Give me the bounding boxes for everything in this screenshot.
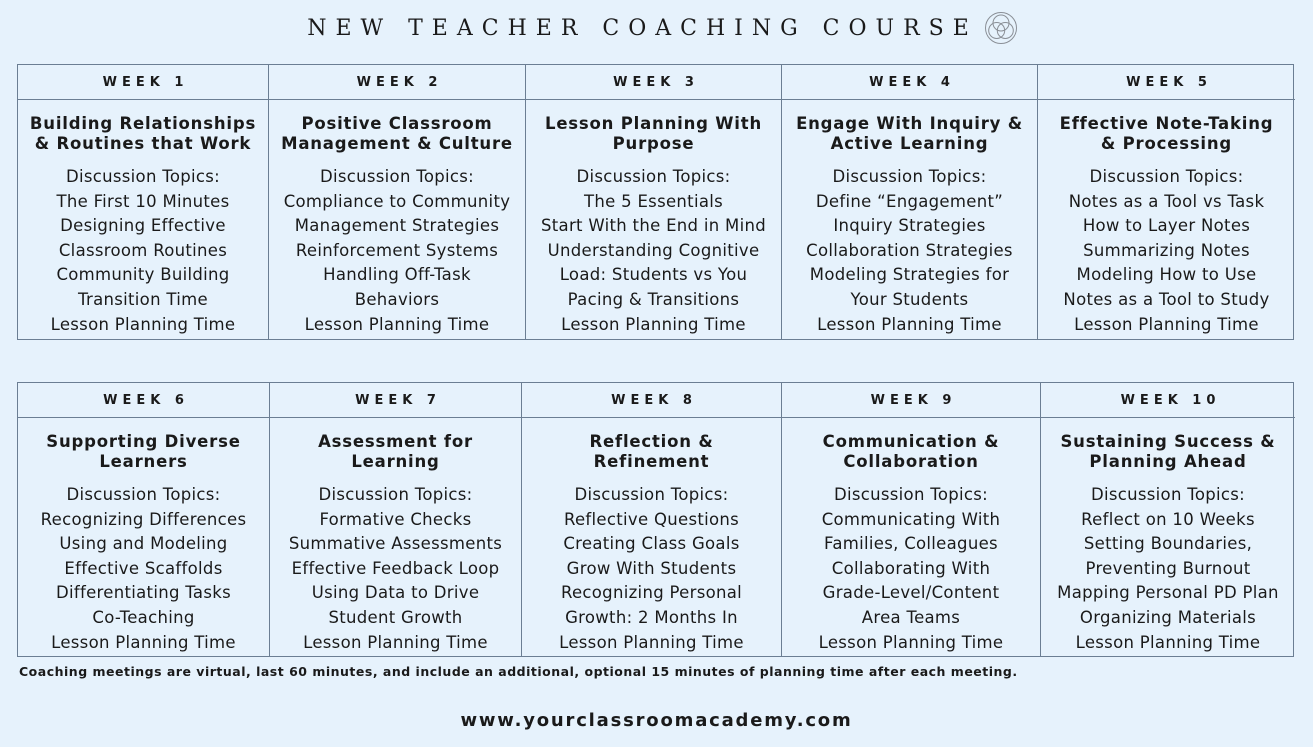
topic-item: Grade-Level/Content <box>822 583 1000 603</box>
topic-item: Compliance to Community <box>283 191 511 211</box>
footnote: Coaching meetings are virtual, last 60 minutes, and include an additional, optional 15 minutes of planning time after each meeting. <box>19 664 1018 679</box>
topic-item: Setting Boundaries, <box>1083 534 1253 554</box>
topics-heading: Discussion Topics: <box>318 485 473 504</box>
topic-item: Notes as a Tool to Study <box>1063 289 1270 309</box>
topic-item: Define “Engagement” <box>815 191 1004 211</box>
topic-list <box>526 165 781 337</box>
topic-item: Start With the End in Mind <box>540 216 767 236</box>
topic-item: Pacing & Transitions <box>567 289 740 309</box>
week-column <box>782 65 1038 339</box>
weeks-grid-top <box>17 64 1294 340</box>
week-title: Communication & Collaboration <box>822 432 1000 471</box>
week-content <box>18 100 268 339</box>
topic-item: Organizing Materials <box>1079 607 1257 627</box>
week-title: Lesson Planning With Purpose <box>545 114 762 153</box>
topic-item: Using and Modeling <box>59 534 228 554</box>
week-content <box>18 418 269 656</box>
week-column <box>18 65 269 339</box>
topic-item: Recognizing Differences <box>40 509 247 529</box>
topic-item: Summative Assessments <box>288 534 503 554</box>
topic-item: Grow With Students <box>566 558 737 578</box>
week-content <box>782 418 1040 656</box>
topic-item: Lesson Planning Time <box>559 632 744 652</box>
page-header <box>0 8 1313 48</box>
week-title: Building Relationships & Routines that Work <box>29 114 257 153</box>
topics-heading: Discussion Topics: <box>576 167 731 186</box>
topic-item: Summarizing Notes <box>1083 240 1250 260</box>
topic-item: Growth: 2 Months In <box>565 607 738 627</box>
topic-item: The 5 Essentials <box>583 191 724 211</box>
topics-heading: Discussion Topics: <box>832 167 987 186</box>
topics-heading: Discussion Topics: <box>319 167 475 186</box>
week-column <box>526 65 782 339</box>
week-column <box>18 383 270 656</box>
topic-item: Mapping Personal PD Plan <box>1057 583 1279 603</box>
week-label: WEEK 9 <box>782 383 1040 418</box>
week-label: WEEK 4 <box>782 65 1037 100</box>
week-content <box>526 100 781 339</box>
topic-item: Effective Scaffolds <box>64 558 223 578</box>
week-column <box>269 65 526 339</box>
topic-list <box>18 483 269 655</box>
week-title: Reflection & Refinement <box>589 432 714 471</box>
week-column <box>1041 383 1295 656</box>
topic-item: Classroom Routines <box>58 240 228 260</box>
topic-item: Modeling Strategies for <box>809 265 1010 285</box>
week-title: Effective Note-Taking & Processing <box>1059 114 1274 153</box>
topic-item: Notes as a Tool vs Task <box>1068 191 1265 211</box>
topic-item: Transition Time <box>78 289 208 309</box>
topic-item: Lesson Planning Time <box>303 632 488 652</box>
topics-heading: Discussion Topics: <box>1089 167 1244 186</box>
topic-item: Families, Colleagues <box>824 534 998 554</box>
topic-item: Management Strategies <box>294 216 500 236</box>
week-title: Sustaining Success & Planning Ahead <box>1060 432 1276 471</box>
topics-heading: Discussion Topics: <box>66 485 221 504</box>
topic-item: Community Building <box>56 265 230 285</box>
topic-item: Your Students <box>850 289 969 309</box>
week-column <box>782 383 1041 656</box>
topic-item: Preventing Burnout <box>1085 558 1251 578</box>
topic-list <box>1041 483 1295 655</box>
topic-item: The First 10 Minutes <box>56 191 230 211</box>
topic-item: Effective Feedback Loop <box>291 558 500 578</box>
week-content <box>1041 418 1295 656</box>
topics-heading: Discussion Topics: <box>833 485 989 504</box>
topic-item: Creating Class Goals <box>563 534 740 554</box>
topic-item: Using Data to Drive <box>311 583 480 603</box>
topic-item: Lesson Planning Time <box>304 314 490 334</box>
topic-list <box>782 165 1037 337</box>
week-label: WEEK 6 <box>18 383 269 418</box>
week-content <box>269 100 525 339</box>
weeks-grid-bottom <box>17 382 1294 657</box>
week-label: WEEK 8 <box>522 383 781 418</box>
week-content <box>1038 100 1295 339</box>
topic-item: Co-Teaching <box>92 607 195 627</box>
week-title: Positive Classroom Management & Culture <box>281 114 513 153</box>
topic-list <box>18 165 268 337</box>
week-column <box>522 383 782 656</box>
topic-item: Area Teams <box>861 607 961 627</box>
week-label: WEEK 2 <box>269 65 525 100</box>
topic-item: Lesson Planning Time <box>561 314 746 334</box>
topic-item: Communicating With <box>821 509 1001 529</box>
topic-item: Collaboration Strategies <box>806 240 1013 260</box>
topic-list <box>522 483 781 655</box>
topic-item: Behaviors <box>354 289 440 309</box>
website-link[interactable]: www.yourclassroomacademy.com <box>460 710 853 731</box>
topics-heading: Discussion Topics: <box>65 167 221 186</box>
topic-list <box>782 483 1040 655</box>
topic-item: Collaborating With <box>831 558 991 578</box>
topic-item: Reflect on 10 Weeks <box>1081 509 1255 529</box>
topics-heading: Discussion Topics: <box>1090 485 1246 504</box>
topic-item: Formative Checks <box>319 509 472 529</box>
week-column <box>270 383 522 656</box>
topic-item: Lesson Planning Time <box>1075 632 1261 652</box>
topic-item: Lesson Planning Time <box>50 314 236 334</box>
week-label: WEEK 5 <box>1038 65 1295 100</box>
topic-item: Lesson Planning Time <box>818 632 1004 652</box>
topic-item: Inquiry Strategies <box>833 216 986 236</box>
topic-list <box>269 165 525 337</box>
topic-item: Handling Off-Task <box>323 265 471 285</box>
topic-item: Lesson Planning Time <box>1074 314 1259 334</box>
week-label: WEEK 3 <box>526 65 781 100</box>
topic-item: Lesson Planning Time <box>51 632 236 652</box>
topic-item: Modeling How to Use <box>1076 265 1257 285</box>
week-title: Engage With Inquiry & Active Learning <box>796 114 1023 153</box>
week-content <box>782 100 1037 339</box>
topic-list <box>1038 165 1295 337</box>
topics-heading: Discussion Topics: <box>574 485 729 504</box>
topic-list <box>270 483 521 655</box>
week-label: WEEK 10 <box>1041 383 1295 418</box>
topic-item: Understanding Cognitive <box>547 240 760 260</box>
week-content <box>522 418 781 656</box>
week-title: Assessment for Learning <box>318 432 473 471</box>
topic-item: Student Growth <box>328 607 463 627</box>
week-title: Supporting Diverse Learners <box>46 432 241 471</box>
topic-item: Load: Students vs You <box>559 265 748 285</box>
topic-item: Differentiating Tasks <box>56 583 231 603</box>
week-label: WEEK 1 <box>18 65 268 100</box>
week-column <box>1038 65 1295 339</box>
topic-item: How to Layer Notes <box>1082 216 1251 236</box>
topic-item: Recognizing Personal <box>560 583 743 603</box>
week-content <box>270 418 521 656</box>
week-label: WEEK 7 <box>270 383 521 418</box>
topic-item: Reflective Questions <box>563 509 740 529</box>
topic-item: Lesson Planning Time <box>817 314 1002 334</box>
page-title: NEW TEACHER COACHING COURSE <box>307 15 978 41</box>
overlapping-circles-icon <box>984 11 1018 45</box>
topic-item: Reinforcement Systems <box>295 240 499 260</box>
topic-item: Designing Effective <box>60 216 226 236</box>
